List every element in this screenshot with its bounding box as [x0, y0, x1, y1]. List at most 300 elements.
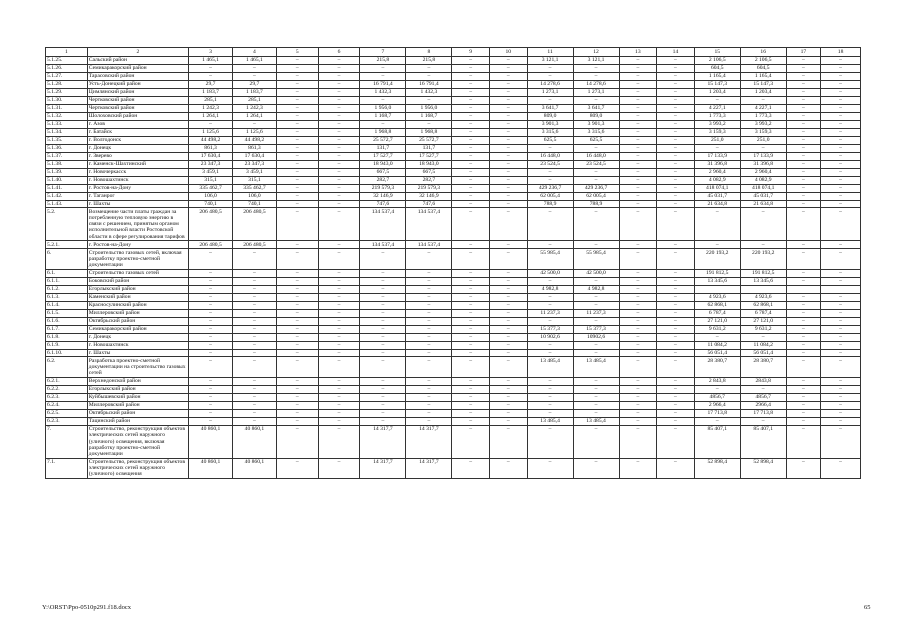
value-cell: 3 901,3 — [573, 120, 619, 128]
value-cell: 1 956,0 — [406, 104, 452, 112]
value-cell: – — [189, 317, 233, 325]
value-cell: – — [452, 160, 490, 168]
value-cell: – — [233, 401, 277, 409]
value-cell: 285,1 — [189, 96, 233, 104]
value-cell: 17 713,8 — [694, 409, 740, 417]
value-cell: – — [452, 425, 490, 458]
value-cell: 1 432,3 — [406, 88, 452, 96]
value-cell: – — [821, 393, 861, 401]
value-cell: – — [189, 401, 233, 409]
value-cell: 17 133,9 — [694, 152, 740, 160]
value-cell: – — [276, 349, 318, 357]
value-cell: – — [619, 377, 657, 385]
value-cell: 3 459,1 — [189, 168, 233, 176]
value-cell: – — [489, 128, 527, 136]
row-label-cell: Чертковский район — [87, 104, 188, 112]
value-cell: 131,7 — [360, 144, 406, 152]
value-cell: – — [318, 458, 360, 478]
row-number-cell: 5.1.38. — [46, 160, 88, 168]
value-cell: – — [619, 277, 657, 285]
value-cell: 40 860,1 — [189, 458, 233, 478]
value-cell: 55 985,4 — [573, 249, 619, 269]
value-cell: – — [619, 293, 657, 301]
value-cell: 15 147,3 — [694, 80, 740, 88]
value-cell: – — [406, 96, 452, 104]
value-cell: – — [489, 104, 527, 112]
value-cell: 1 968,8 — [360, 128, 406, 136]
value-cell — [786, 285, 820, 293]
value-cell: – — [360, 377, 406, 385]
row-number-cell: 6. — [46, 249, 88, 269]
column-number-cell: 2 — [87, 48, 188, 57]
value-cell: – — [276, 341, 318, 349]
value-cell: – — [821, 112, 861, 120]
value-cell: – — [233, 277, 277, 285]
row-number-cell: 5.1.43. — [46, 200, 88, 208]
value-cell: 747,6 — [360, 200, 406, 208]
row-label-cell: г. Каменск-Шахтинский — [87, 160, 188, 168]
value-cell: 23 347,3 — [189, 160, 233, 168]
column-number-cell: 9 — [452, 48, 490, 57]
value-cell: – — [573, 293, 619, 301]
row-number-cell: 5.1.25. — [46, 56, 88, 64]
value-cell: 21 634,8 — [694, 200, 740, 208]
row-number-cell: 6.2.5. — [46, 409, 88, 417]
document-path: Y:\ORST\Ppo-0510p291.f18.docx — [42, 604, 131, 611]
value-cell: – — [527, 393, 573, 401]
value-cell: 3 121,1 — [573, 56, 619, 64]
value-cell: – — [821, 333, 861, 341]
value-cell: 191 812,5 — [740, 269, 786, 277]
value-cell: – — [786, 333, 820, 341]
value-cell: 31 396,8 — [694, 160, 740, 168]
value-cell: – — [276, 309, 318, 317]
value-cell: – — [527, 96, 573, 104]
value-cell: – — [573, 349, 619, 357]
value-cell: – — [694, 241, 740, 249]
value-cell: – — [657, 168, 695, 176]
value-cell: 206 480,5 — [233, 241, 277, 249]
row-label-cell: Усть-Донецкий район — [87, 80, 188, 88]
value-cell: – — [657, 184, 695, 192]
value-cell: – — [360, 409, 406, 417]
value-cell: – — [189, 349, 233, 357]
row-number-cell: 5.2.1. — [46, 241, 88, 249]
table-row — [46, 357, 861, 377]
value-cell: – — [189, 393, 233, 401]
row-number-cell: 6.1.10. — [46, 349, 88, 357]
value-cell: – — [489, 401, 527, 409]
value-cell: 1 125,6 — [233, 128, 277, 136]
value-cell: – — [657, 425, 695, 458]
value-cell: – — [489, 277, 527, 285]
value-cell: – — [452, 385, 490, 393]
row-label-cell: г. Новочеркасск — [87, 168, 188, 176]
value-cell: – — [657, 192, 695, 200]
row-label-cell: Тацинский район — [87, 417, 188, 425]
value-cell: 10902,6 — [573, 333, 619, 341]
value-cell: – — [189, 269, 233, 277]
value-cell: – — [360, 417, 406, 425]
value-cell — [694, 285, 740, 293]
column-number-cell: 12 — [573, 48, 619, 57]
value-cell: – — [452, 377, 490, 385]
value-cell: – — [786, 341, 820, 349]
column-number-cell: 15 — [694, 48, 740, 57]
value-cell: – — [276, 385, 318, 393]
value-cell: – — [233, 120, 277, 128]
row-label-cell: Шолоховский район — [87, 112, 188, 120]
value-cell: – — [406, 393, 452, 401]
value-cell: – — [276, 249, 318, 269]
value-cell: – — [657, 200, 695, 208]
value-cell: – — [657, 385, 695, 393]
value-cell: 134 537,4 — [360, 208, 406, 241]
value-cell: 3 159,3 — [694, 128, 740, 136]
value-cell: 285,1 — [233, 96, 277, 104]
table-row — [46, 96, 861, 104]
value-cell: 604,5 — [740, 64, 786, 72]
value-cell: – — [276, 425, 318, 458]
value-cell: – — [786, 277, 820, 285]
value-cell: 251,0 — [740, 136, 786, 144]
table-row — [46, 152, 861, 160]
value-cell: 1 203,4 — [694, 88, 740, 96]
value-cell: – — [276, 128, 318, 136]
value-cell: – — [740, 241, 786, 249]
value-cell: – — [821, 377, 861, 385]
value-cell: – — [360, 301, 406, 309]
value-cell: – — [657, 301, 695, 309]
value-cell: – — [276, 112, 318, 120]
value-cell: 418 074,1 — [694, 184, 740, 192]
value-cell: 3 121,1 — [527, 56, 573, 64]
value-cell: – — [573, 168, 619, 176]
row-label-cell: г. Зверево — [87, 152, 188, 160]
value-cell: 13 485,4 — [527, 357, 573, 377]
value-cell: – — [189, 120, 233, 128]
column-number-cell: 7 — [360, 48, 406, 57]
value-cell: – — [489, 325, 527, 333]
value-cell: – — [318, 285, 360, 293]
value-cell: – — [276, 200, 318, 208]
row-label-cell: Егорлыкский район — [87, 285, 188, 293]
value-cell: 85 407,1 — [694, 425, 740, 458]
value-cell: – — [452, 269, 490, 277]
value-cell: – — [452, 128, 490, 136]
value-cell: – — [233, 269, 277, 277]
row-label-cell: Октябрьский район — [87, 409, 188, 417]
value-cell: – — [657, 317, 695, 325]
value-cell: – — [360, 64, 406, 72]
value-cell: – — [821, 249, 861, 269]
value-cell: – — [527, 317, 573, 325]
value-cell: – — [276, 357, 318, 377]
row-number-cell: 5.1.28. — [46, 80, 88, 88]
value-cell: – — [189, 357, 233, 377]
value-cell: – — [657, 269, 695, 277]
value-cell: 131,7 — [406, 144, 452, 152]
value-cell: – — [276, 80, 318, 88]
value-cell: – — [452, 64, 490, 72]
value-cell: – — [452, 112, 490, 120]
row-number-cell: 6.2.3. — [46, 393, 88, 401]
value-cell: – — [821, 136, 861, 144]
value-cell: 18 943,0 — [360, 160, 406, 168]
value-cell: – — [276, 285, 318, 293]
value-cell: – — [573, 241, 619, 249]
value-cell: – — [573, 401, 619, 409]
row-label-cell: г. Шахты — [87, 349, 188, 357]
value-cell: 16 791,4 — [360, 80, 406, 88]
value-cell: – — [318, 200, 360, 208]
value-cell: – — [233, 249, 277, 269]
value-cell: – — [276, 168, 318, 176]
value-cell: 17 630,4 — [189, 152, 233, 160]
value-cell: – — [619, 80, 657, 88]
value-cell: – — [527, 377, 573, 385]
value-cell: 1 183,7 — [233, 88, 277, 96]
value-cell: 1 165,4 — [694, 72, 740, 80]
value-cell: – — [233, 349, 277, 357]
value-cell: – — [489, 357, 527, 377]
value-cell: – — [786, 56, 820, 64]
value-cell: 15 147,3 — [740, 80, 786, 88]
value-cell: – — [318, 160, 360, 168]
value-cell: – — [740, 417, 786, 425]
row-label-cell: г. Новошахтинск — [87, 176, 188, 184]
value-cell: – — [360, 293, 406, 301]
row-label-cell: Боковский район — [87, 277, 188, 285]
value-cell: 32 146,9 — [360, 192, 406, 200]
value-cell: – — [786, 458, 820, 478]
row-label-cell: г. Батайск — [87, 128, 188, 136]
value-cell: – — [189, 249, 233, 269]
value-cell: – — [657, 80, 695, 88]
value-cell: – — [619, 96, 657, 104]
value-cell: – — [619, 136, 657, 144]
value-cell: 106,0 — [189, 192, 233, 200]
row-number-cell: 7.1. — [46, 458, 88, 478]
value-cell: – — [527, 349, 573, 357]
value-cell: – — [406, 349, 452, 357]
value-cell: – — [821, 176, 861, 184]
value-cell: 251,0 — [694, 136, 740, 144]
value-cell: – — [276, 192, 318, 200]
value-cell: – — [406, 285, 452, 293]
column-number-cell: 1 — [46, 48, 88, 57]
value-cell: 4 982,8 — [573, 285, 619, 293]
value-cell: 1 264,1 — [189, 112, 233, 120]
value-cell: 2966,4 — [740, 401, 786, 409]
value-cell: – — [189, 64, 233, 72]
table-row — [46, 393, 861, 401]
row-label-cell: г. Азов — [87, 120, 188, 128]
value-cell: 45 031,7 — [694, 192, 740, 200]
value-cell: – — [489, 80, 527, 88]
column-number-row — [46, 48, 861, 57]
value-cell: – — [360, 357, 406, 377]
value-cell: – — [619, 301, 657, 309]
value-cell: – — [527, 241, 573, 249]
value-cell: – — [821, 152, 861, 160]
value-cell: – — [318, 241, 360, 249]
value-cell: – — [694, 96, 740, 104]
value-cell: – — [619, 393, 657, 401]
value-cell: 625,5 — [573, 136, 619, 144]
value-cell: – — [619, 64, 657, 72]
column-number-cell: 16 — [740, 48, 786, 57]
value-cell: – — [318, 144, 360, 152]
value-cell: – — [452, 200, 490, 208]
row-number-cell: 6.1. — [46, 269, 88, 277]
value-cell: – — [573, 393, 619, 401]
value-cell: – — [657, 56, 695, 64]
table-row — [46, 56, 861, 64]
value-cell: – — [786, 409, 820, 417]
value-cell: 134 537,4 — [360, 241, 406, 249]
row-label-cell: Октябрьский район — [87, 317, 188, 325]
value-cell: – — [489, 317, 527, 325]
row-label-cell: Егорлыкский район — [87, 385, 188, 393]
value-cell: 21 634,8 — [740, 200, 786, 208]
value-cell: – — [360, 333, 406, 341]
value-cell: – — [573, 144, 619, 152]
value-cell: 335 462,7 — [189, 184, 233, 192]
row-label-cell: г. Донецк — [87, 144, 188, 152]
value-cell: – — [821, 104, 861, 112]
value-cell: – — [786, 349, 820, 357]
value-cell: – — [821, 200, 861, 208]
value-cell: 282,7 — [406, 176, 452, 184]
value-cell: – — [657, 160, 695, 168]
value-cell: – — [573, 96, 619, 104]
value-cell: – — [619, 168, 657, 176]
value-cell: – — [276, 333, 318, 341]
value-cell: – — [740, 385, 786, 393]
page-number: 65 — [864, 604, 871, 611]
value-cell: – — [276, 458, 318, 478]
value-cell: 4 082,9 — [694, 176, 740, 184]
value-cell: – — [786, 120, 820, 128]
value-cell: – — [406, 377, 452, 385]
row-number-cell: 5.1.34. — [46, 128, 88, 136]
value-cell: 44 498,2 — [189, 136, 233, 144]
value-cell: – — [619, 269, 657, 277]
value-cell: – — [452, 409, 490, 417]
value-cell: – — [573, 301, 619, 309]
value-cell: – — [619, 357, 657, 377]
value-cell: – — [318, 333, 360, 341]
value-cell: – — [318, 192, 360, 200]
value-cell: – — [740, 333, 786, 341]
value-cell: – — [452, 241, 490, 249]
value-cell: – — [619, 184, 657, 192]
value-cell: – — [452, 458, 490, 478]
row-number-cell: 6.1.4. — [46, 301, 88, 309]
table-row — [46, 88, 861, 96]
table-row — [46, 104, 861, 112]
column-number-cell: 18 — [821, 48, 861, 57]
value-cell: – — [786, 64, 820, 72]
value-cell: – — [821, 56, 861, 64]
value-cell: 40 860,1 — [233, 425, 277, 458]
table-row — [46, 192, 861, 200]
value-cell: 1 203,4 — [740, 88, 786, 96]
value-cell: 4 923,6 — [694, 293, 740, 301]
value-cell: – — [619, 176, 657, 184]
value-cell: 4 227,1 — [694, 104, 740, 112]
value-cell: – — [276, 160, 318, 168]
value-cell: – — [360, 277, 406, 285]
value-cell: – — [233, 309, 277, 317]
value-cell: – — [276, 176, 318, 184]
value-cell: – — [619, 72, 657, 80]
value-cell: 11 237,3 — [573, 309, 619, 317]
value-cell: – — [489, 341, 527, 349]
value-cell: 6 787,4 — [740, 309, 786, 317]
value-cell: – — [821, 425, 861, 458]
value-cell: 2 106,5 — [740, 56, 786, 64]
value-cell: – — [821, 409, 861, 417]
row-number-cell: 6.2.4. — [46, 401, 88, 409]
value-cell: – — [276, 104, 318, 112]
value-cell: – — [657, 285, 695, 293]
value-cell: 32 146,9 — [406, 192, 452, 200]
value-cell: – — [276, 120, 318, 128]
table-row — [46, 208, 861, 241]
value-cell: – — [786, 200, 820, 208]
value-cell: – — [619, 309, 657, 317]
value-cell: 667,5 — [360, 168, 406, 176]
value-cell: 1 168,7 — [406, 112, 452, 120]
row-label-cell: Разработка проектно-сметной документации на строительство газовых сетей — [87, 357, 188, 377]
table-row — [46, 401, 861, 409]
value-cell: 3 901,3 — [527, 120, 573, 128]
value-cell: 1 465,1 — [233, 56, 277, 64]
value-cell: 4 227,1 — [740, 104, 786, 112]
table-row — [46, 333, 861, 341]
row-number-cell: 6.1.1. — [46, 277, 88, 285]
value-cell: 52 898,4 — [694, 458, 740, 478]
value-cell: – — [527, 385, 573, 393]
value-cell: – — [619, 120, 657, 128]
row-number-cell: 5.1.32. — [46, 112, 88, 120]
value-cell: – — [786, 144, 820, 152]
table-row — [46, 385, 861, 393]
row-label-cell: г. Шахты — [87, 200, 188, 208]
value-cell: – — [189, 333, 233, 341]
value-cell: – — [821, 417, 861, 425]
value-cell: – — [489, 64, 527, 72]
value-cell: – — [821, 401, 861, 409]
value-cell: – — [318, 301, 360, 309]
value-cell: – — [821, 357, 861, 377]
value-cell: – — [452, 56, 490, 64]
value-cell: – — [489, 184, 527, 192]
value-cell: – — [821, 160, 861, 168]
value-cell: – — [233, 357, 277, 377]
value-cell: – — [318, 357, 360, 377]
value-cell: – — [318, 168, 360, 176]
value-cell: 28 380,7 — [694, 357, 740, 377]
value-cell: – — [233, 333, 277, 341]
value-cell: – — [360, 401, 406, 409]
value-cell: 191 812,5 — [694, 269, 740, 277]
value-cell: – — [786, 168, 820, 176]
row-number-cell: 5.1.26. — [46, 64, 88, 72]
table-row — [46, 317, 861, 325]
